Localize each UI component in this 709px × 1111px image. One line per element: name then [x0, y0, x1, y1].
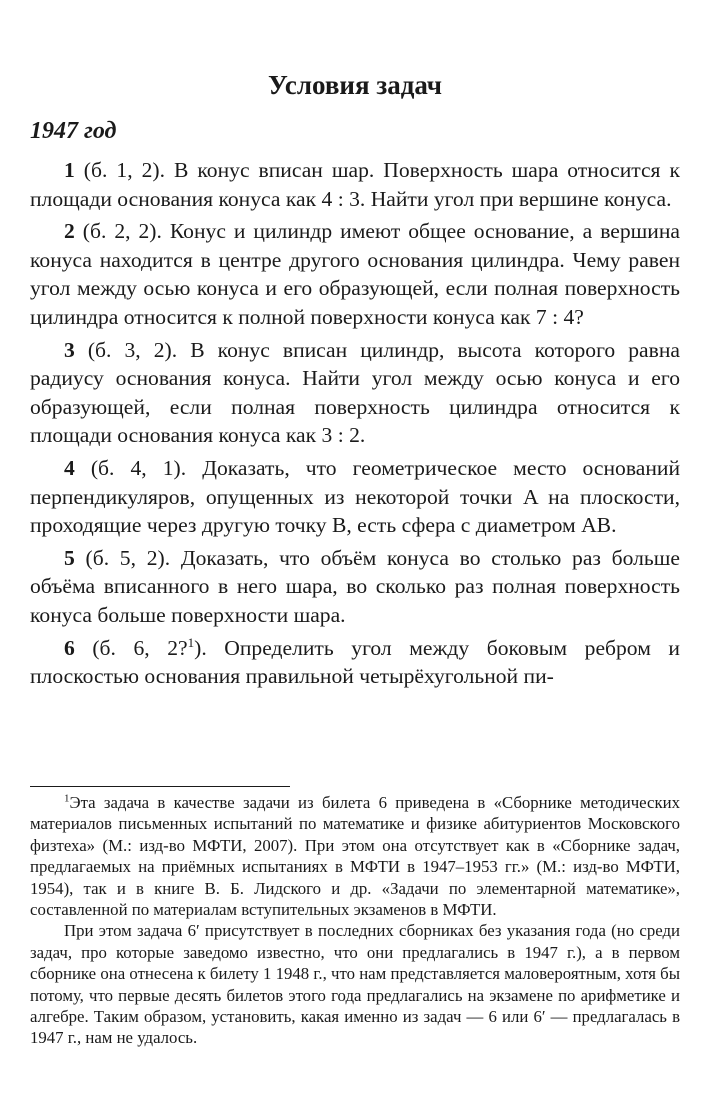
- problem-list: [30, 156, 680, 695]
- problem-number: 2: [64, 219, 75, 244]
- problem-text: Определить угол между боковым ребром и плоскостью основания правильной четырёхугольной пи-: [30, 635, 680, 689]
- problem-3: [30, 336, 680, 450]
- problem-4: [30, 454, 680, 540]
- problem-text: Доказать, что геометрическое место оснований перпендикуляров, опущенных из некоторой точки A на плоскости, проходящие через другую точку B, есть сфера с диаметром AB.: [30, 455, 680, 538]
- problem-ref: (б. 5, 2).: [74, 545, 181, 570]
- problem-1: [30, 156, 680, 213]
- problem-ref: (б. 3, 2).: [74, 337, 191, 362]
- problem-ref: (б. 4, 1).: [74, 455, 203, 480]
- footnotes: [30, 792, 680, 1049]
- problem-ref: (б. 6, 2?: [74, 635, 188, 660]
- problem-6: [30, 634, 680, 691]
- problem-2: [30, 217, 680, 331]
- problem-number: 6: [64, 635, 75, 660]
- problem-number: 3: [64, 337, 75, 362]
- problem-text: В конус вписан шар. Поверхность шара относится к площади основания конуса как 4 : 3. Найти угол при вершине конуса.: [30, 158, 680, 211]
- problem-ref-end: ).: [194, 635, 225, 660]
- problem-ref: (б. 2, 2).: [74, 219, 170, 244]
- footnote-number: 1: [64, 792, 70, 805]
- footnote-text: Эта задача в качестве задачи из билета 6 приведена в «Сборнике методических материалов письменных испытаний по математике и физике абитуриентов Московского физтеха» (М.: изд-во МФТИ, 2007). При этом она отсутствует как в «Сборнике задач, предлагаемых на приёмных испытаниях в МФТИ в 1947–1953 гг.» (М.: изд-во МФТИ, 1954), так и в книге В. Б. Лидского и др. «Задачи по элементарной математике», составленной по материалам вступительных экзаменов в МФТИ.: [30, 793, 680, 920]
- problem-text: Конус и цилиндр имеют общее основание, а вершина конуса находится в центре другого основания цилиндра. Чему равен угол между осью конуса и его образующей, если полная поверхность цилиндра относится к полной поверхности конуса как 7 : 4?: [30, 219, 680, 329]
- footnote-marker[interactable]: 1: [187, 634, 195, 650]
- problem-number: 5: [64, 545, 75, 570]
- problem-5: [30, 544, 680, 630]
- problem-text: В конус вписан цилиндр, высота которого равна радиусу основания конуса. Найти угол между осью конуса и его образующей, если полная поверхность цилиндра относится к площади основания конуса как 3 : 2.: [30, 337, 680, 448]
- footnote-paragraph-1: [30, 792, 680, 920]
- year-heading: 1947 год: [30, 118, 117, 144]
- footnote-divider: [30, 786, 290, 787]
- problem-number: 1: [64, 158, 75, 182]
- problem-number: 4: [64, 455, 75, 480]
- problem-ref: (б. 1, 2).: [74, 158, 174, 182]
- footnote-paragraph-2: При этом задача 6′ присутствует в последних сборниках без указания года (но среди задач, про которые заведомо известно, что они предлагались в 1947 г.), а в первом сборнике она отнесена к билету 1 1948 г., что нам представляется маловероятным, хотя бы потому, что первые десять билетов этого года предлагались на экзамене по арифметике и алгебре. Таким образом, установить, какая именно из задач — 6 или 6′ — предлагалась в 1947 г., нам не удалось.: [30, 921, 680, 1048]
- section-title: Условия задач: [267, 70, 442, 100]
- problem-text: Доказать, что объём конуса во столько раз больше объёма вписанного в него шара, во сколько раз полная поверхность конуса больше поверхности шара.: [30, 545, 680, 627]
